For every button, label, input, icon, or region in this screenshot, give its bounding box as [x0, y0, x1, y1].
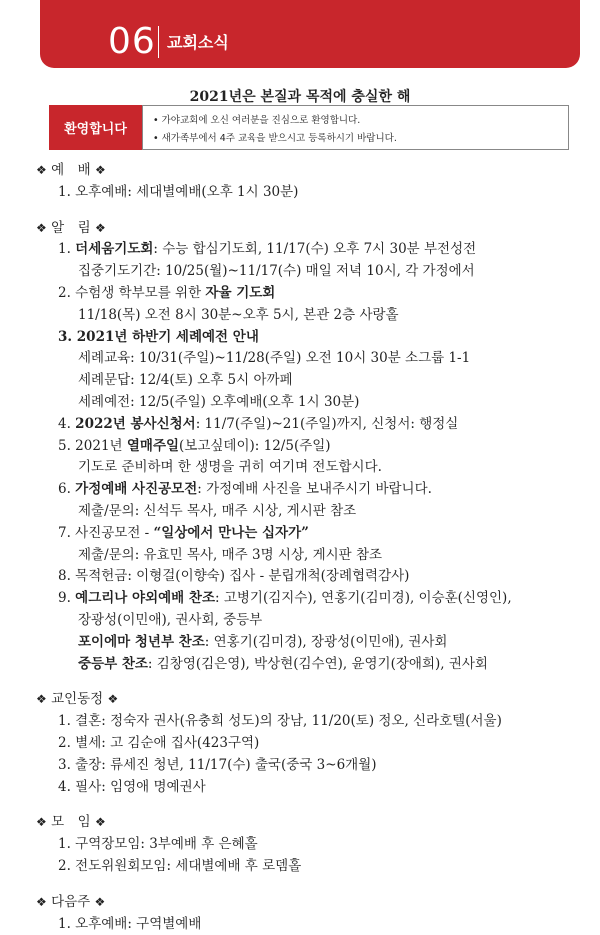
welcome-line-2: • 새가족부에서 4주 교육을 받으시고 등록하시기 바랍니다. [153, 130, 397, 144]
list-item: 2. 별세: 고 김순애 집사(423구역) [36, 733, 586, 755]
list-item: 5. 2021년 열매주일(보고싶데이): 12/5(주일) [36, 436, 586, 458]
welcome-text-box [142, 105, 569, 150]
list-item: 1. 결혼: 정숙자 권사(유충희 성도)의 장남, 11/20(토) 정오, 신라호텔(서울) [36, 711, 586, 733]
section-heading-worship: ❖ 예 배 ❖ [36, 160, 586, 182]
list-item: 3. 출장: 류세진 청년, 11/17(수) 출국(중국 3~6개월) [36, 755, 586, 777]
list-item-detail: 세례문답: 12/4(토) 오후 5시 아까페 [36, 370, 586, 392]
list-item-detail: 11/18(목) 오전 8시 30분~오후 5시, 본관 2층 사랑홀 [36, 305, 586, 327]
list-item-detail: 집중기도기간: 10/25(월)~11/17(수) 매일 저녁 10시, 각 가정에서 [36, 261, 586, 283]
section-heading-members: ❖ 교인동정 ❖ [36, 689, 586, 711]
list-item-detail: 장광성(이민애), 권사회, 중등부 [36, 610, 586, 632]
list-item: 1. 오후예배: 구역별예배 [36, 914, 586, 935]
list-item: 4. 2022년 봉사신청서: 11/7(주일)~21(주일)까지, 신청서: 행정실 [36, 414, 586, 436]
list-item: 1. 더세움기도회: 수능 합심기도회, 11/17(수) 오후 7시 30분 부전성전 [36, 239, 586, 261]
list-item-detail: 세례예전: 12/5(주일) 오후예배(오후 1시 30분) [36, 392, 586, 414]
section-title: 교회소식 [167, 30, 229, 53]
list-item: 3. 2021년 하반기 세례예전 안내 [36, 327, 586, 349]
header-divider [158, 26, 159, 58]
list-item: 4. 필사: 임영애 명예권사 [36, 777, 586, 799]
list-item-detail: 포이에마 청년부 찬조: 연홍기(김미경), 장광성(이민애), 권사회 [36, 632, 586, 654]
welcome-box [49, 105, 569, 150]
welcome-label: 환영합니다 [49, 105, 142, 150]
list-item-detail: 중등부 찬조: 김창영(김은영), 박상현(김수연), 윤영기(장애희), 권사회 [36, 654, 586, 676]
list-item-detail: 제출/문의: 유효민 목사, 매주 3명 시상, 게시판 참조 [36, 545, 586, 567]
list-item: 8. 목적헌금: 이형걸(이향숙) 집사 - 분립개척(장례협력감사) [36, 566, 586, 588]
yearly-theme: 2021년은 본질과 목적에 충실한 해 [0, 86, 600, 106]
list-item-detail: 제출/문의: 신석두 목사, 매주 시상, 게시판 참조 [36, 501, 586, 523]
page-number: 06 [108, 22, 156, 62]
list-item: 9. 예그리나 야외예배 찬조: 고병기(김지수), 연홍기(김미경), 이승훈(신영인), [36, 588, 586, 610]
list-item: 7. 사진공모전 - “일상에서 만나는 십자가” [36, 523, 586, 545]
list-item-detail: 세례교육: 10/31(주일)~11/28(주일) 오전 10시 30분 소그룹 1-1 [36, 348, 586, 370]
list-item: 2. 수험생 학부모를 위한 자율 기도회 [36, 283, 586, 305]
section-heading-meetings: ❖ 모 임 ❖ [36, 812, 586, 834]
section-heading-next-week: ❖ 다음주 ❖ [36, 892, 586, 914]
list-item: 1. 오후예배: 세대별예배(오후 1시 30분) [36, 182, 586, 204]
list-item: 6. 가정예배 사진공모전: 가정예배 사진을 보내주시기 바랍니다. [36, 479, 586, 501]
news-content [36, 160, 586, 935]
list-item: 2. 전도위원회모임: 세대별예배 후 로뎀홀 [36, 856, 586, 878]
section-heading-notices: ❖ 알 림 ❖ [36, 218, 586, 240]
list-item: 1. 구역장모임: 3부예배 후 은혜홀 [36, 834, 586, 856]
list-item-detail: 기도로 준비하며 한 생명을 귀히 여기며 전도합시다. [36, 457, 586, 479]
welcome-line-1: • 가야교회에 오신 여러분을 진심으로 환영합니다. [153, 112, 360, 126]
page-header [40, 0, 580, 68]
